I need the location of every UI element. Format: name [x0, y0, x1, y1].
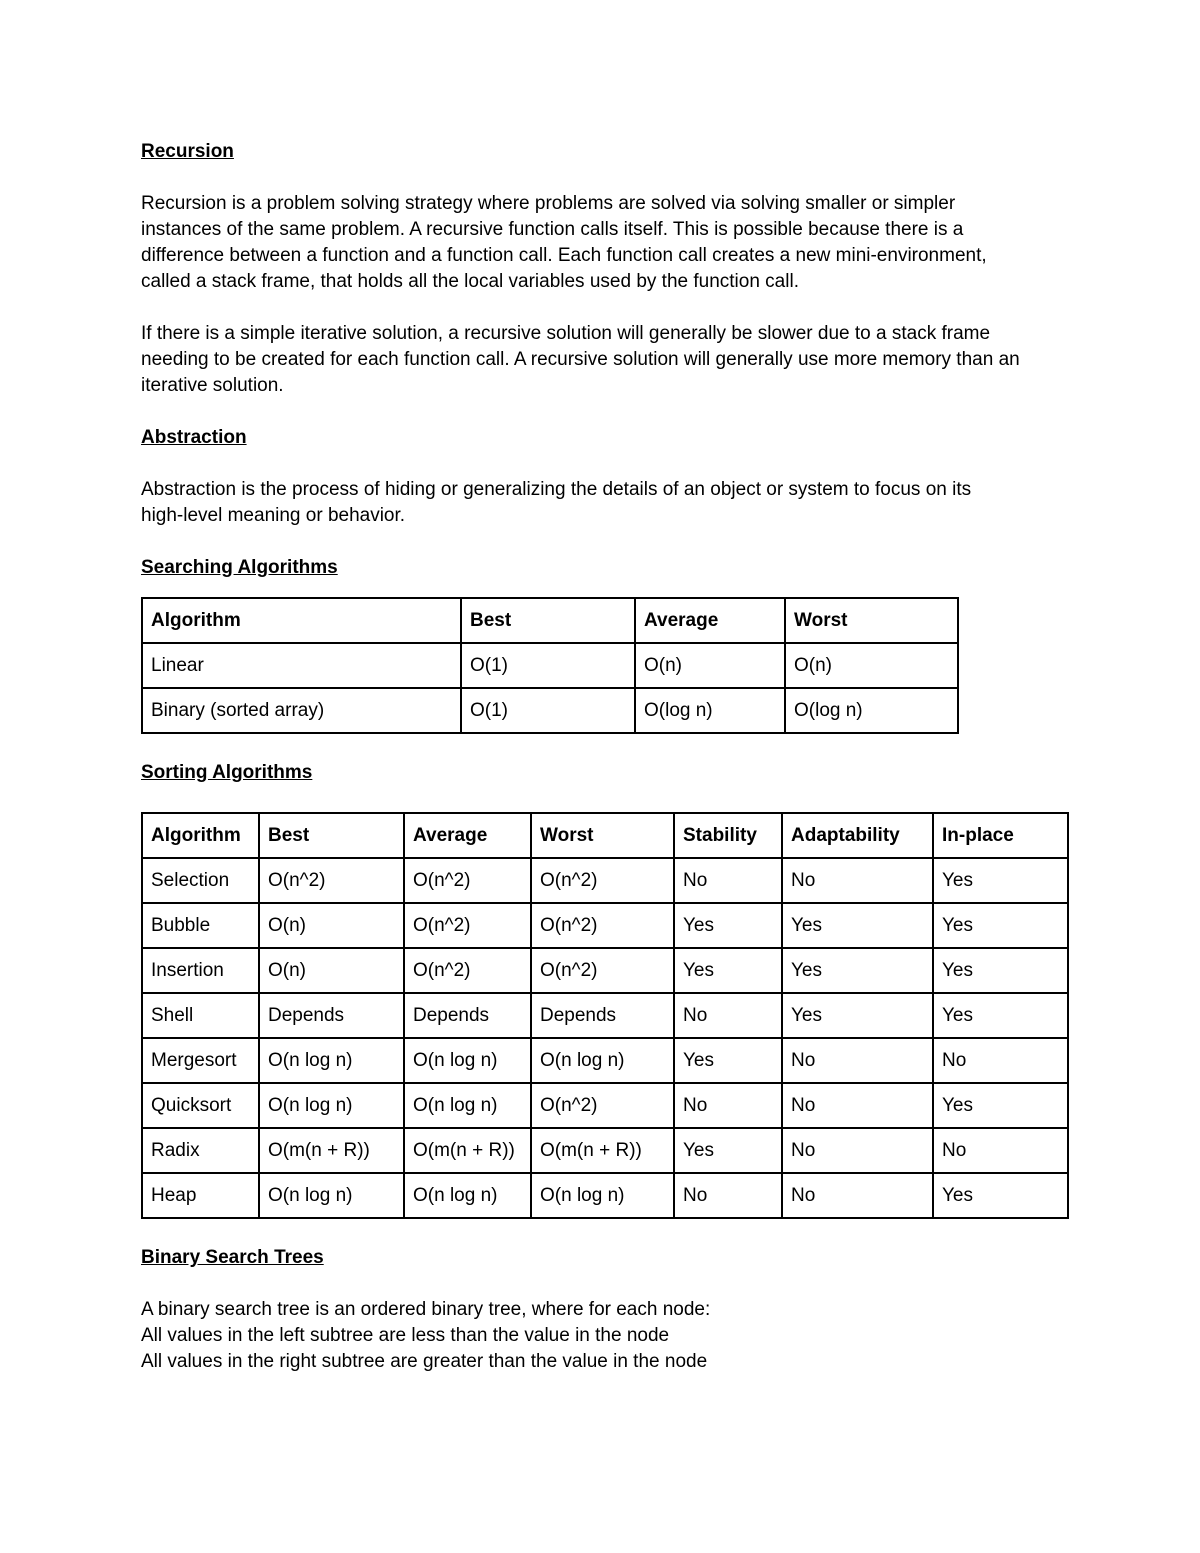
table-cell: O(n log n) — [404, 1173, 531, 1218]
table-cell: No — [782, 1173, 933, 1218]
text-line: Abstraction is the process of hiding or generalizing the details of an object or system to focus on its — [141, 479, 972, 500]
table-cell: Binary (sorted array) — [142, 688, 461, 733]
text-line: All values in the left subtree are less than the value in the node — [141, 1325, 670, 1346]
table-row — [142, 1173, 1068, 1218]
header-cell-average: Average — [635, 598, 785, 643]
text-line: All values in the right subtree are greater than the value in the node — [141, 1351, 708, 1372]
searching-algorithms-heading: Searching Algorithms — [141, 557, 338, 578]
table-header-row — [142, 813, 1068, 858]
table-cell: O(n) — [785, 643, 958, 688]
table-cell: O(n^2) — [531, 903, 674, 948]
table-cell: O(1) — [461, 688, 635, 733]
table-cell: Yes — [933, 903, 1068, 948]
table-cell: Linear — [142, 643, 461, 688]
table-cell: No — [782, 1038, 933, 1083]
table-cell: O(log n) — [785, 688, 958, 733]
table-cell: Bubble — [142, 903, 259, 948]
recursion-paragraph-1 — [141, 191, 1071, 295]
table-cell: Yes — [674, 1128, 782, 1173]
table-cell: Radix — [142, 1128, 259, 1173]
table-row — [142, 858, 1068, 903]
recursion-paragraph-2 — [141, 321, 1071, 399]
header-cell-average: Average — [404, 813, 531, 858]
table-cell: O(m(n + R)) — [531, 1128, 674, 1173]
table-cell: Yes — [782, 948, 933, 993]
table-cell: O(n^2) — [259, 858, 404, 903]
table-cell: O(m(n + R)) — [259, 1128, 404, 1173]
table-cell: Yes — [674, 1038, 782, 1083]
recursion-heading: Recursion — [141, 141, 234, 162]
table-cell: Yes — [782, 993, 933, 1038]
table-cell: Yes — [933, 993, 1068, 1038]
document-page — [141, 139, 1071, 1375]
header-cell-best: Best — [259, 813, 404, 858]
table-cell: O(n) — [635, 643, 785, 688]
table-cell: O(n log n) — [259, 1173, 404, 1218]
header-cell-algorithm: Algorithm — [142, 598, 461, 643]
header-cell-algorithm: Algorithm — [142, 813, 259, 858]
table-cell: Heap — [142, 1173, 259, 1218]
table-cell: O(n log n) — [531, 1038, 674, 1083]
table-cell: No — [674, 1173, 782, 1218]
table-row — [142, 1038, 1068, 1083]
table-row — [142, 1083, 1068, 1128]
table-cell: O(n) — [259, 948, 404, 993]
table-cell: Yes — [674, 948, 782, 993]
header-cell-worst: Worst — [531, 813, 674, 858]
table-cell: O(n^2) — [404, 903, 531, 948]
text-line: A binary search tree is an ordered binary tree, where for each node: — [141, 1299, 711, 1320]
table-cell: O(n^2) — [531, 858, 674, 903]
table-cell: Depends — [259, 993, 404, 1038]
table-cell: Yes — [674, 903, 782, 948]
table-cell: O(n^2) — [531, 1083, 674, 1128]
table-cell: Yes — [933, 858, 1068, 903]
table-cell: O(n log n) — [259, 1038, 404, 1083]
abstraction-paragraph — [141, 477, 1071, 529]
table-cell: Yes — [933, 1083, 1068, 1128]
sorting-algorithms-table — [141, 812, 1069, 1219]
table-cell: No — [674, 1083, 782, 1128]
table-cell: No — [933, 1038, 1068, 1083]
table-row — [142, 643, 958, 688]
text-line: iterative solution. — [141, 375, 284, 396]
table-row — [142, 903, 1068, 948]
table-cell: Depends — [404, 993, 531, 1038]
table-cell: O(n) — [259, 903, 404, 948]
text-line: instances of the same problem. A recursive function calls itself. This is possible because there is a — [141, 219, 964, 240]
sorting-algorithms-heading: Sorting Algorithms — [141, 762, 313, 783]
table-cell: O(log n) — [635, 688, 785, 733]
table-row — [142, 688, 958, 733]
table-cell: Shell — [142, 993, 259, 1038]
text-line: high-level meaning or behavior. — [141, 505, 406, 526]
table-cell: O(n log n) — [531, 1173, 674, 1218]
table-row — [142, 1128, 1068, 1173]
table-cell: O(n^2) — [531, 948, 674, 993]
table-cell: O(n^2) — [404, 858, 531, 903]
header-cell-stability: Stability — [674, 813, 782, 858]
table-cell: Insertion — [142, 948, 259, 993]
table-cell: No — [933, 1128, 1068, 1173]
table-cell: O(n^2) — [404, 948, 531, 993]
header-cell-worst: Worst — [785, 598, 958, 643]
table-row — [142, 993, 1068, 1038]
table-cell: Depends — [531, 993, 674, 1038]
text-line: needing to be created for each function call. A recursive solution will generally use more memory than an — [141, 349, 1020, 370]
table-cell: O(n log n) — [404, 1038, 531, 1083]
table-cell: O(n log n) — [404, 1083, 531, 1128]
bst-paragraph — [141, 1297, 1071, 1375]
text-line: called a stack frame, that holds all the local variables used by the function call. — [141, 271, 799, 292]
table-cell: Quicksort — [142, 1083, 259, 1128]
table-cell: No — [782, 1128, 933, 1173]
table-cell: No — [674, 858, 782, 903]
abstraction-heading: Abstraction — [141, 427, 247, 448]
table-cell: Selection — [142, 858, 259, 903]
table-row — [142, 948, 1068, 993]
table-cell: Yes — [782, 903, 933, 948]
header-cell-in-place: In-place — [933, 813, 1068, 858]
table-cell: Yes — [933, 948, 1068, 993]
header-cell-adaptability: Adaptability — [782, 813, 933, 858]
table-cell: Yes — [933, 1173, 1068, 1218]
table-cell: No — [782, 858, 933, 903]
binary-search-trees-heading: Binary Search Trees — [141, 1247, 324, 1268]
table-cell: No — [674, 993, 782, 1038]
text-line: If there is a simple iterative solution, a recursive solution will generally be slower due to a stack frame — [141, 323, 991, 344]
header-cell-best: Best — [461, 598, 635, 643]
text-line: Recursion is a problem solving strategy where problems are solved via solving smaller or simpler — [141, 193, 956, 214]
table-cell: No — [782, 1083, 933, 1128]
text-line: difference between a function and a function call. Each function call creates a new mini-environment, — [141, 245, 987, 266]
table-cell: Mergesort — [142, 1038, 259, 1083]
table-cell: O(n log n) — [259, 1083, 404, 1128]
searching-algorithms-table — [141, 597, 959, 734]
table-header-row — [142, 598, 958, 643]
table-cell: O(m(n + R)) — [404, 1128, 531, 1173]
table-cell: O(1) — [461, 643, 635, 688]
